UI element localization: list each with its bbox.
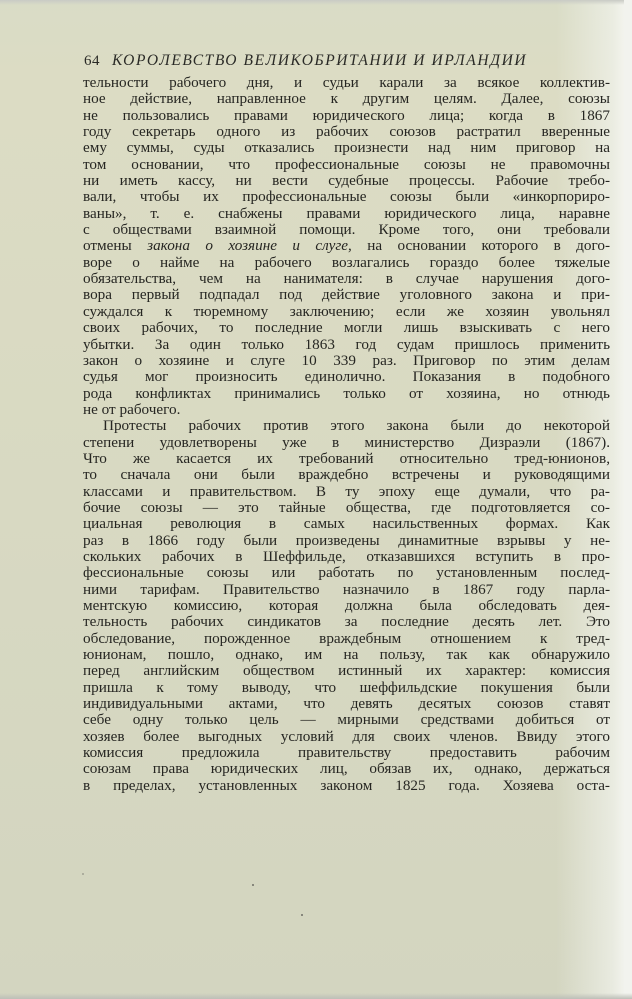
text-line: себе одну только цель — мирными средствами добиться от bbox=[83, 711, 610, 729]
text-segment: отмены bbox=[83, 237, 148, 255]
text-line: тельности рабочего дня, и судьи карали за всякое коллектив- bbox=[83, 74, 610, 91]
paper-speck bbox=[252, 884, 254, 886]
running-head bbox=[84, 52, 614, 72]
text-line: то сначала они были враждебно встречены и руководящими bbox=[83, 466, 610, 484]
text-line-with-emphasis bbox=[83, 238, 610, 254]
text-line: году секретарь одного из рабочих союзов растратил вверенные bbox=[83, 123, 610, 141]
text-line: рода конфликтах принимались только от хозяина, но отнюдь bbox=[83, 384, 610, 402]
text-line: обязательства, чем на нанимателя: в случае нарушения дого- bbox=[83, 270, 610, 288]
body-text bbox=[83, 75, 610, 794]
text-line: пришла к тому выводу, что шеффильдские покушения были bbox=[83, 678, 610, 696]
text-line: том основании, что профессиональные союзы не правомочны bbox=[83, 155, 610, 173]
paper-speck bbox=[301, 914, 303, 916]
text-line: ваны», т. е. снабжены правами юридического лица, наравне bbox=[83, 204, 610, 222]
text-line: хозяев более выгодных условий для своих членов. Ввиду этого bbox=[83, 727, 610, 745]
text-line: ное действие, направленное к другим целям. Далее, союзы bbox=[83, 90, 610, 108]
text-line: союзам права юридических лиц, обязав их, однако, держаться bbox=[83, 760, 610, 778]
text-line: Что же касается их требований относительно тред-юнионов, bbox=[83, 449, 610, 467]
text-line: юнионам, пошло, однако, им на пользу, так как обнаружило bbox=[83, 646, 610, 664]
emphasized-term: закона о хозяине и слуге bbox=[147, 237, 349, 255]
text-line: ни иметь кассу, ни вести судебные процессы. Рабочие требо- bbox=[83, 172, 610, 190]
text-line: тельность рабочих синдикатов за последние десять лет. Это bbox=[83, 613, 610, 631]
text-line: вора первый подпадал под действие уголовного закона и при- bbox=[83, 286, 610, 304]
page-top-edge bbox=[0, 0, 632, 5]
text-line: с обществами взаимной помощи. Кроме того, они требовали bbox=[83, 221, 610, 239]
text-line: перед английским обществом истинный их характер: комиссия bbox=[83, 662, 610, 680]
text-line: ментскую комиссию, которая должна была обследовать дея- bbox=[83, 597, 610, 614]
paragraph-2 bbox=[83, 418, 610, 794]
text-line: не пользовались правами юридического лица; когда в 1867 bbox=[83, 106, 610, 124]
text-line: ему суммы, суды отказались произнести над ним приговор на bbox=[83, 139, 610, 157]
text-line: скольких рабочих в Шеффильде, отказавшихся вступить в про- bbox=[83, 547, 610, 565]
text-line: не от рабочего. bbox=[83, 400, 181, 418]
text-line: воре о найме на рабочего возлагались гораздо более тяжелые bbox=[83, 253, 610, 271]
text-line: классами и правительством. В ту эпоху еще думали, что ра- bbox=[83, 482, 610, 500]
text-line: комиссия предложила правительству предоставить рабочим bbox=[83, 744, 610, 762]
text-line: раз в 1866 году были произведены динамитные взрывы у не- bbox=[83, 531, 610, 549]
text-segment: , на основании которого в дого- bbox=[348, 237, 611, 255]
chapter-title: КОРОЛЕВСТВО ВЕЛИКОБРИТАНИИ И ИРЛАНДИИ bbox=[112, 52, 528, 69]
page-right-edge bbox=[624, 0, 632, 999]
text-line: фессиональные союзы или работать по установленным послед- bbox=[83, 564, 610, 582]
text-line: обследование, порожденное враждебным отношением к тред- bbox=[83, 629, 610, 647]
text-line: циальная революция в самых насильственных формах. Как bbox=[83, 515, 610, 533]
text-line: Протесты рабочих против этого закона были до некоторой bbox=[103, 417, 610, 435]
paper-speck bbox=[82, 873, 84, 875]
text-line: вали, чтобы их профессиональные союзы были «инкорпориро- bbox=[83, 188, 610, 206]
page-bottom-edge bbox=[0, 993, 632, 999]
text-line: убытки. За один только 1863 год судам пришлось применить bbox=[83, 335, 610, 353]
text-line: судья мог произносить единолично. Показания в подобного bbox=[83, 368, 610, 386]
text-line: бочие союзы — это тайные общества, где подготовляется со- bbox=[83, 498, 610, 516]
text-line: своих рабочих, то последние могли лишь взыскивать с него bbox=[83, 319, 610, 337]
text-line: индивидуальными актами, что девять десятых союзов ставят bbox=[83, 695, 610, 713]
paragraph-1 bbox=[83, 75, 610, 418]
text-line: суждался к тюремному заключению; если же хозяин увольнял bbox=[83, 302, 610, 320]
text-line: ними тарифам. Правительство назначило в 1867 году парла- bbox=[83, 580, 610, 598]
page-number: 64 bbox=[84, 53, 100, 69]
text-line: закон о хозяине и слуге 10 339 раз. Приговор по этим делам bbox=[83, 351, 610, 369]
text-line: степени удовлетворены уже в министерство Дизраэли (1867). bbox=[83, 433, 610, 451]
text-line: в пределах, установленных законом 1825 года. Хозяева оста- bbox=[83, 776, 610, 794]
